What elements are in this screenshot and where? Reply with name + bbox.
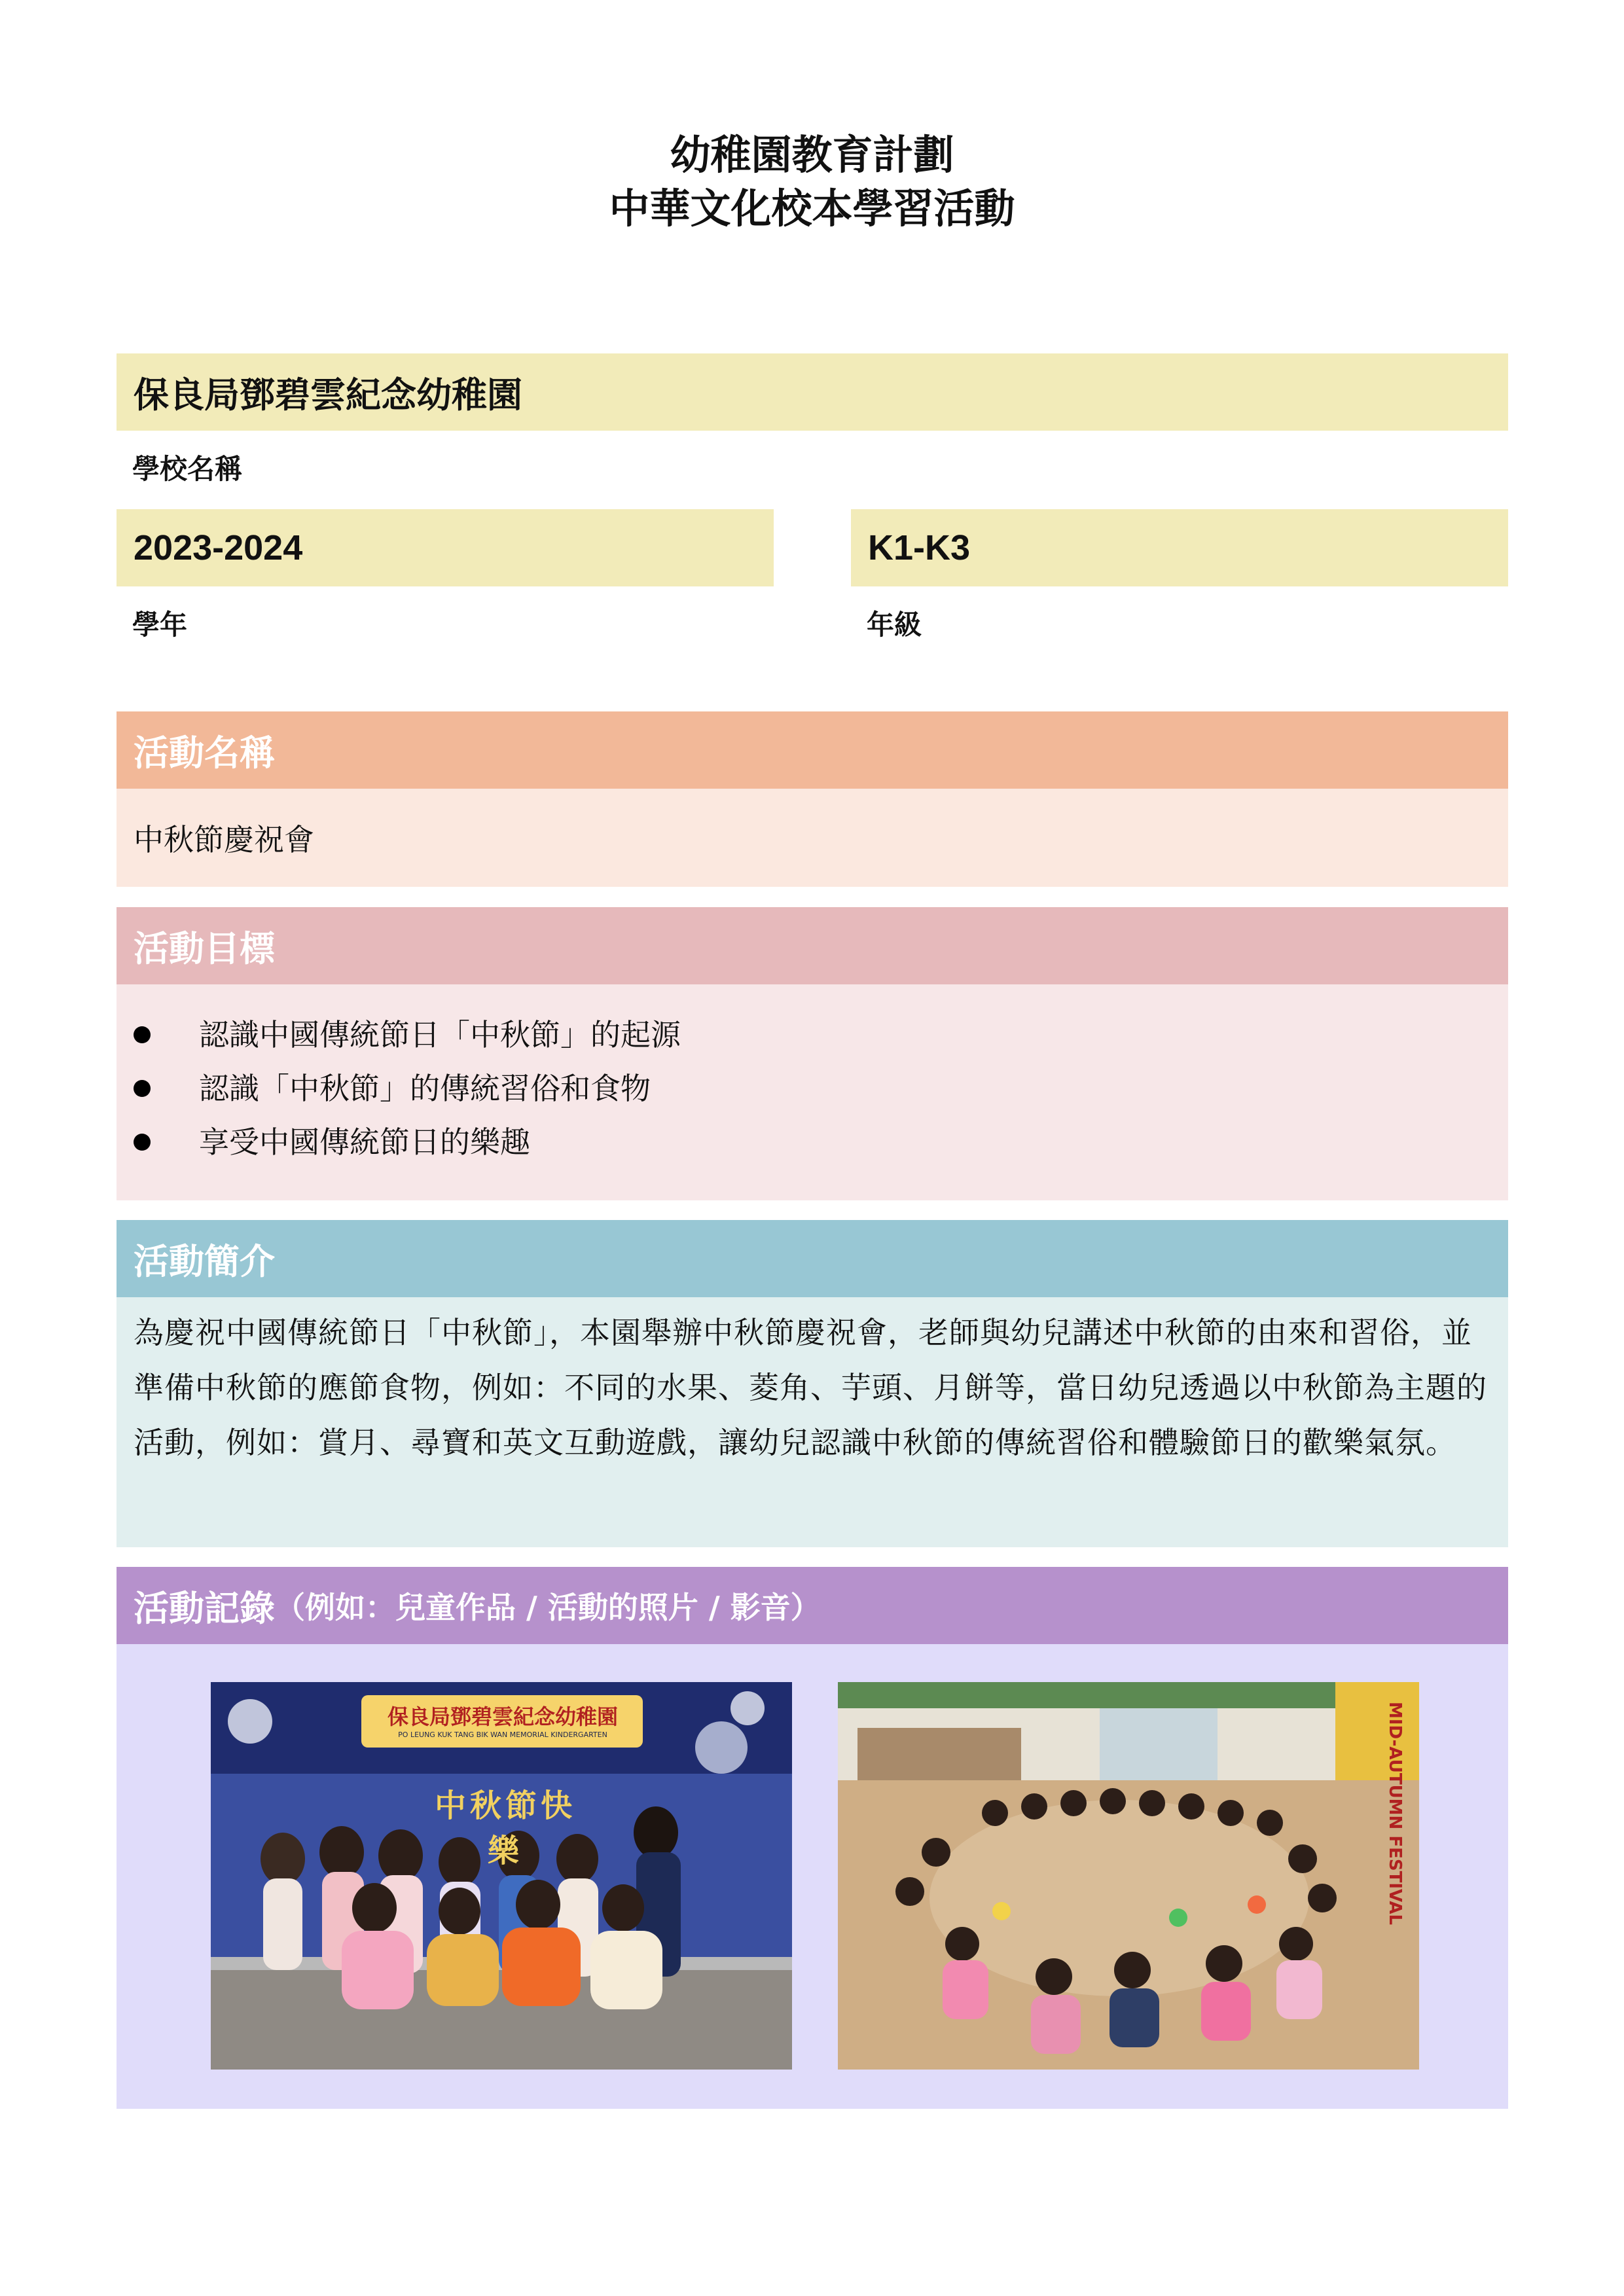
introduction-panel (117, 1297, 1508, 1547)
objectives-heading-text: 活動目標 (134, 927, 275, 969)
objective-item: 認識「中秋節」的傳統習俗和食物 (117, 1062, 1508, 1115)
group-photo-image (211, 1682, 792, 2070)
activity-photo-group (211, 1682, 792, 2070)
objectives-list (117, 1008, 1508, 1169)
school-year-value: 2023-2024 (134, 528, 303, 567)
school-name-caption: 學校名稱 (132, 453, 243, 485)
activity-name-value: 中秋節慶祝會 (134, 822, 314, 857)
photo1-banner-en: PO LEUNG KUK TANG BIK WAN MEMORIAL KINDERGARTEN (398, 1731, 607, 1739)
school-year-caption: 學年 (132, 609, 188, 641)
objective-item: 享受中國傳統節日的樂趣 (117, 1115, 1508, 1169)
page-title (0, 128, 1624, 236)
photo1-banner-text: 保良局鄧碧雲紀念幼稚園 (387, 1704, 618, 1729)
photo1-banner (365, 1700, 640, 1731)
activity-name-heading-text: 活動名稱 (134, 732, 275, 774)
photo2-banner: MID-AUTUMN FESTIVAL (1385, 1702, 1405, 1926)
school-year-field (117, 509, 774, 586)
grade-value: K1-K3 (868, 528, 971, 567)
title-line-1: 幼稚園教育計劃 (670, 131, 954, 179)
objective-item: 認識中國傳統節日「中秋節」的起源 (117, 1008, 1508, 1062)
school-name-value: 保良局鄧碧雲紀念幼稚園 (134, 374, 522, 416)
activity-photo-circle (838, 1682, 1419, 2070)
activity-name-heading (117, 711, 1508, 789)
photo1-stage-text: 中秋節快樂 (434, 1787, 576, 1869)
records-hint: （例如：兒童作品 / 活動的照片 / 影音） (275, 1590, 821, 1625)
activity-name-panel (117, 789, 1508, 887)
introduction-heading (117, 1220, 1508, 1297)
records-heading (117, 1567, 1508, 1644)
introduction-heading-text: 活動簡介 (134, 1240, 275, 1282)
circle-photo-image (838, 1682, 1419, 2070)
title-line-2: 中華文化校本學習活動 (609, 185, 1015, 232)
introduction-text: 為慶祝中國傳統節日「中秋節」，本園舉辦中秋節慶祝會，老師與幼兒講述中秋節的由來和習俗，並準備中秋節的應節食物，例如：不同的水果、菱角、芋頭、月餅等，當日幼兒透過以中秋節為主題的活動，例如：賞月、尋寶和英文互動遊戲，讓幼兒認識中秋節的傳統習俗和體驗節日的歡樂氣氛。 (134, 1315, 1487, 1460)
grade-field (851, 509, 1508, 586)
records-heading-text: 活動記錄 (134, 1587, 275, 1629)
grade-caption: 年級 (867, 609, 922, 641)
school-name-field (117, 353, 1508, 431)
objectives-panel (117, 984, 1508, 1200)
objectives-heading (117, 907, 1508, 984)
